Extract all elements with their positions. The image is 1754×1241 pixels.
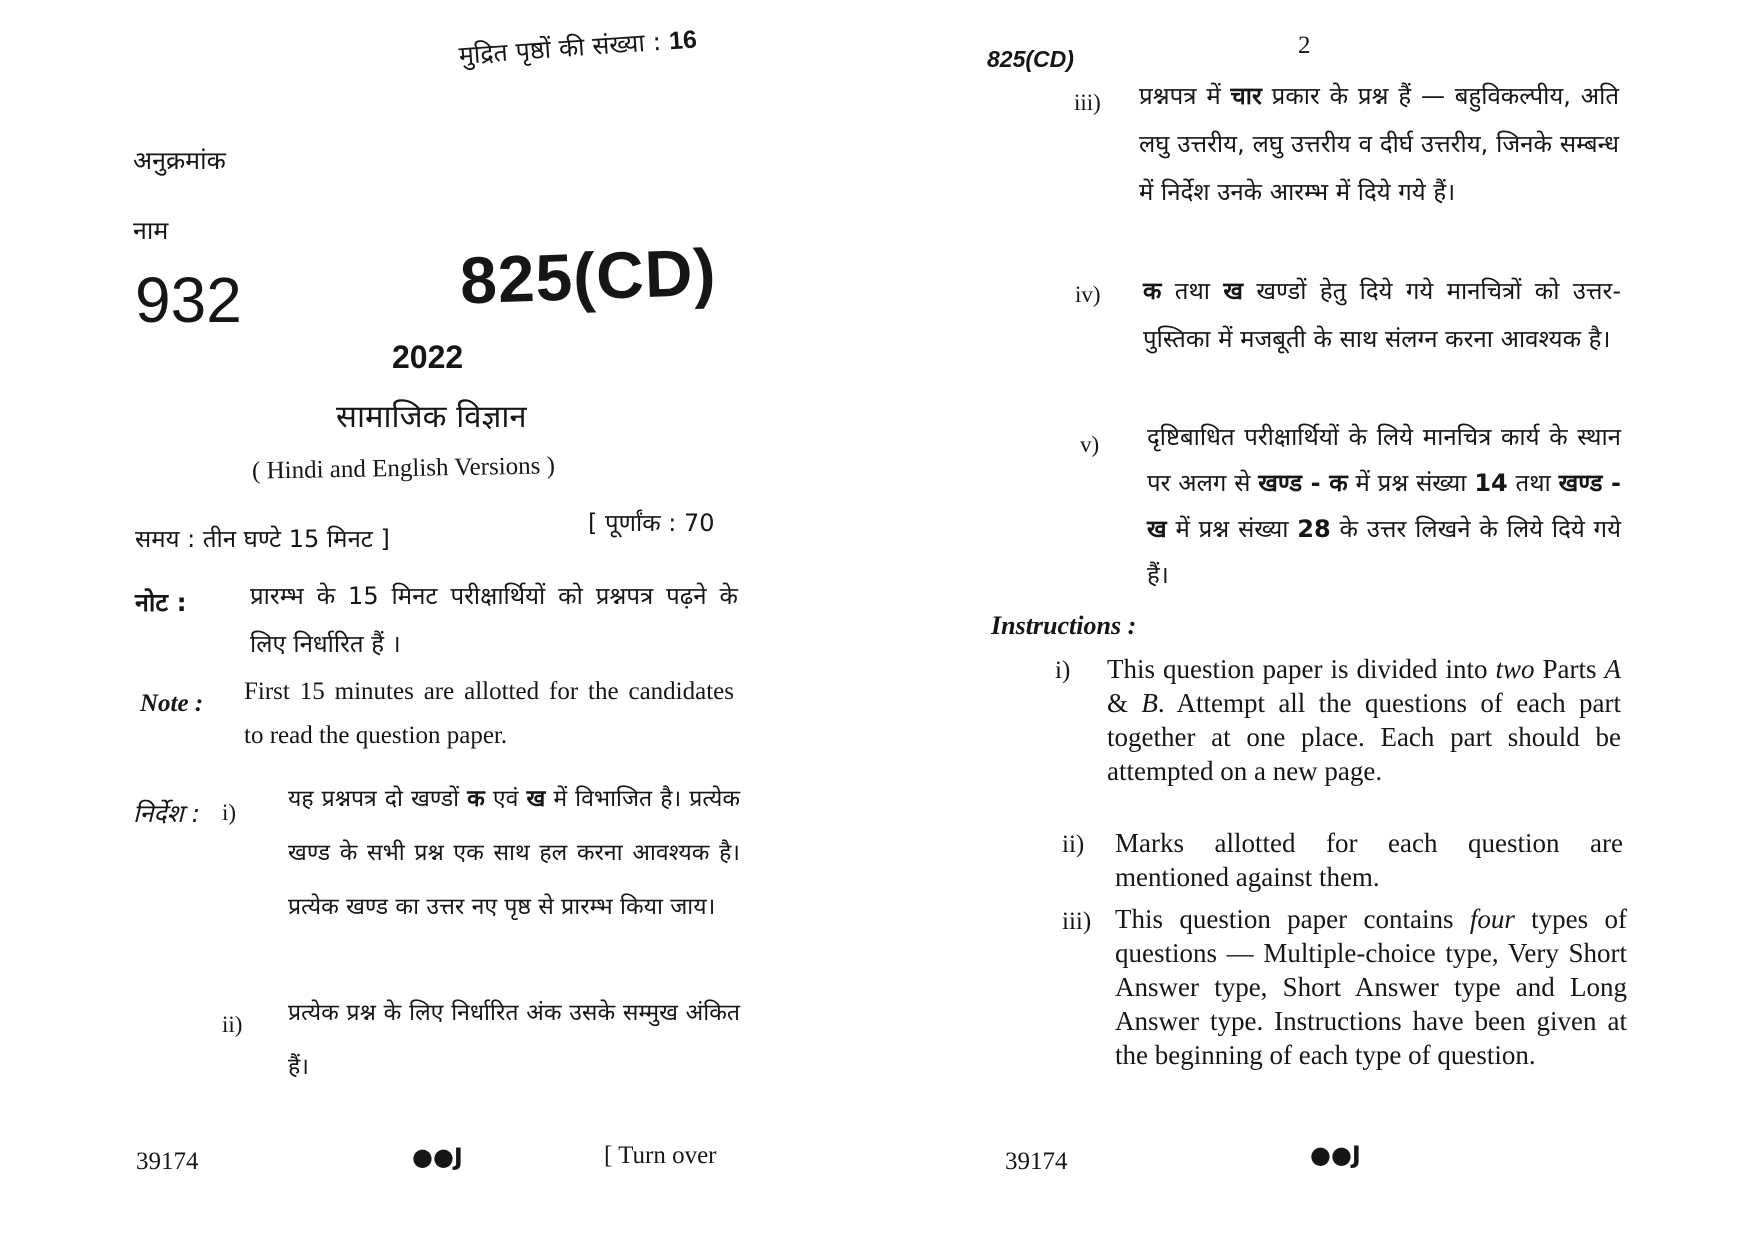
en-item-3-pre: This question paper contains xyxy=(1115,904,1470,934)
en-item-1-num: i) xyxy=(1055,657,1071,684)
en-item-1-part-a: A xyxy=(1604,654,1622,684)
hi-item-3-post: प्रकार के प्रश्न हैं — बहुविकल्पीय, अति लघु उत्तरीय, लघु उत्तरीय व दीर्घ उत्तरीय, जिनके सम्बन्ध में निर्देश उनके आरम्भ में दिये गये हैं। xyxy=(1139,82,1619,206)
right-footer-code: 39174 xyxy=(1005,1148,1068,1175)
code-number: 932 xyxy=(135,264,242,336)
hi-item-5-text xyxy=(1147,414,1621,598)
hi-item-4-text xyxy=(1143,267,1621,363)
en-item-3-four: four xyxy=(1469,904,1515,934)
left-footer-mark: ●●J xyxy=(412,1143,463,1171)
en-item-1-mid2: & xyxy=(1107,688,1142,718)
left-footer-code: 39174 xyxy=(136,1148,199,1175)
right-header-code: 825(CD) xyxy=(987,46,1074,72)
versions-line: ( Hindi and English Versions ) xyxy=(251,452,556,485)
en-item-2-text: Marks allotted for each question are mentioned against them. xyxy=(1115,828,1623,892)
nirdesh-item-1-num: i) xyxy=(222,800,237,825)
page-number: 2 xyxy=(1298,32,1311,59)
subject-title: सामाजिक विज्ञान xyxy=(336,399,527,435)
exam-year: 2022 xyxy=(392,339,464,375)
note-hi-text: प्रारम्भ के 15 मिनट परीक्षार्थियों को प्रश्नपत्र पढ़ने के लिए निर्धारित हैं । xyxy=(250,582,738,658)
hi-item-5-q14: 14 xyxy=(1474,469,1508,497)
printed-pages-label: मुद्रित पृष्ठों की संख्या : xyxy=(457,26,671,71)
nirdesh-item-1-part-a: क xyxy=(467,786,485,812)
hi-item-4-num: iv) xyxy=(1075,282,1101,307)
hi-item-4-mid: तथा xyxy=(1161,277,1224,305)
name-label: नाम xyxy=(133,216,169,245)
hi-item-3-pre: प्रश्नपत्र में xyxy=(1139,82,1231,110)
nirdesh-item-1-mid: एवं xyxy=(484,786,527,812)
right-footer-mark: ●●J xyxy=(1310,1141,1361,1169)
roll-no-label: अनुक्रमांक xyxy=(133,146,226,175)
note-en-label: Note : xyxy=(140,690,204,717)
en-item-1-two: two xyxy=(1495,654,1535,684)
en-item-3-post: types of questions — Multiple-choice type, Very Short Answer type, Short Answer type and Long Answer type. Instructions have been given at the beginning of each type of question. xyxy=(1115,904,1627,1070)
nirdesh-item-2-text: प्रत्येक प्रश्न के लिए निर्धारित अंक उसके सम्मुख अंकित हैं। xyxy=(288,1000,740,1080)
nirdesh-item-1-part-b: ख xyxy=(526,786,546,812)
nirdesh-item-1-post: में विभाजित है। प्रत्येक खण्ड के सभी प्रश्न एक साथ हल करना आवश्यक है। प्रत्येक खण्ड का उत्तर नए पृष्ठ से प्रारम्भ किया जाय। xyxy=(288,786,740,920)
nirdesh-item-2-num: ii) xyxy=(222,1012,243,1037)
note-en-text: First 15 minutes are allotted for the candidates to read the question paper. xyxy=(244,678,734,749)
hi-item-5-khand-b: खण्ड - ख xyxy=(1147,469,1621,543)
nirdesh-item-1-text xyxy=(288,772,740,934)
max-marks: [ पूर्णांक : 70 xyxy=(588,509,715,537)
hi-item-3-text xyxy=(1139,72,1619,216)
hi-item-5-khand-a: खण्ड - क xyxy=(1258,469,1348,497)
note-hi-label: नोट : xyxy=(135,588,187,617)
hi-item-5-mid3: में प्रश्न संख्या xyxy=(1166,515,1298,543)
printed-pages-value: 16 xyxy=(668,25,698,56)
en-item-1-part-b: B xyxy=(1141,688,1158,718)
en-item-1-pre: This question paper is divided into xyxy=(1107,654,1496,684)
paper-code: 825(CD) xyxy=(458,234,718,318)
time-allowed: समय : तीन घण्टे 15 मिनट ] xyxy=(135,525,390,553)
hi-item-5-q28: 28 xyxy=(1297,515,1331,543)
hi-item-5-pre: दृष्टिबाधित परीक्षार्थियों के लिये मानचित्र कार्य के स्थान पर अलग से xyxy=(1147,423,1621,497)
instructions-heading: Instructions : xyxy=(991,611,1137,640)
turn-over: [ Turn over xyxy=(604,1142,717,1169)
en-item-3-text xyxy=(1115,902,1627,1072)
hi-item-4-part-a: क xyxy=(1143,277,1162,305)
en-item-1-mid1: Parts xyxy=(1534,654,1605,684)
hi-item-5-num: v) xyxy=(1080,432,1100,457)
printed-pages-line xyxy=(458,21,698,72)
nirdesh-item-1-pre: यह प्रश्नपत्र दो खण्डों xyxy=(288,786,468,812)
en-item-1-text xyxy=(1107,652,1621,788)
hi-item-3-num: iii) xyxy=(1074,90,1101,115)
nirdesh-label: निर्देश : xyxy=(133,799,200,828)
hi-item-5-mid1: में प्रश्न संख्या xyxy=(1347,469,1475,497)
hi-item-5-mid2: तथा xyxy=(1507,469,1559,497)
en-item-3-num: iii) xyxy=(1062,908,1092,935)
hi-item-4-post: खण्डों हेतु दिये गये मानचित्रों को उत्तर-पुस्तिका में मजबूती के साथ संलग्न करना आवश्यक है। xyxy=(1143,277,1621,353)
right-page xyxy=(877,0,1754,1241)
en-item-2-num: ii) xyxy=(1062,831,1085,858)
hi-item-4-part-b: ख xyxy=(1223,277,1244,305)
hi-item-5-post: के उत्तर लिखने के लिये दिये गये हैं। xyxy=(1147,515,1621,589)
en-item-1-post: . Attempt all the questions of each part together at one place. Each part should be attempted on a new page. xyxy=(1107,688,1621,786)
hi-item-3-bold: चार xyxy=(1230,82,1262,110)
